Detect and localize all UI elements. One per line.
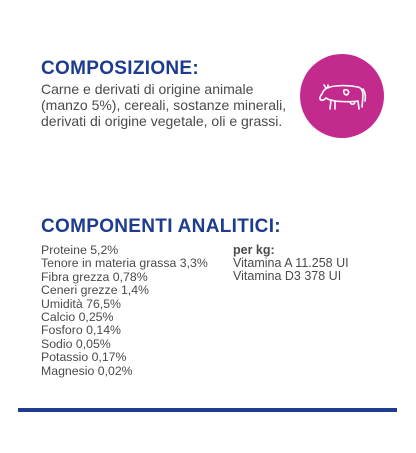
list-item: Vitamina A 11.258 UI (233, 256, 349, 270)
per-kg-label: per kg: (233, 243, 275, 257)
analytical-components-list (41, 244, 208, 378)
cow-icon (314, 76, 370, 116)
list-item: Tenore in materia grassa 3,3% (41, 256, 208, 271)
list-item: Proteine 5,2% (41, 243, 119, 257)
list-item: Fosforo 0,14% (41, 323, 121, 338)
list-item: Ceneri grezze 1,4% (41, 283, 149, 298)
list-item: Calcio 0,25% (41, 310, 114, 325)
composition-heading: COMPOSIZIONE: (41, 58, 200, 79)
footer-divider (18, 408, 397, 412)
list-item: Fibra grezza 0,78% (41, 269, 148, 284)
list-item: Umidità 76,5% (41, 296, 121, 311)
vitamin-list (233, 257, 349, 284)
list-item: Magnesio 0,02% (41, 363, 133, 378)
list-item: Sodio 0,05% (41, 336, 111, 351)
cow-badge (300, 54, 384, 138)
list-item: Potassio 0,17% (41, 350, 127, 365)
list-item: Vitamina D3 378 UI (233, 269, 342, 284)
analytical-components-heading: COMPONENTI ANALITICI: (41, 216, 281, 237)
composition-text: Carne e derivati di origine animale (manzo 5%), cereali, sostanze minerali, derivati di origine vegetale, oli e grassi. (41, 81, 287, 129)
